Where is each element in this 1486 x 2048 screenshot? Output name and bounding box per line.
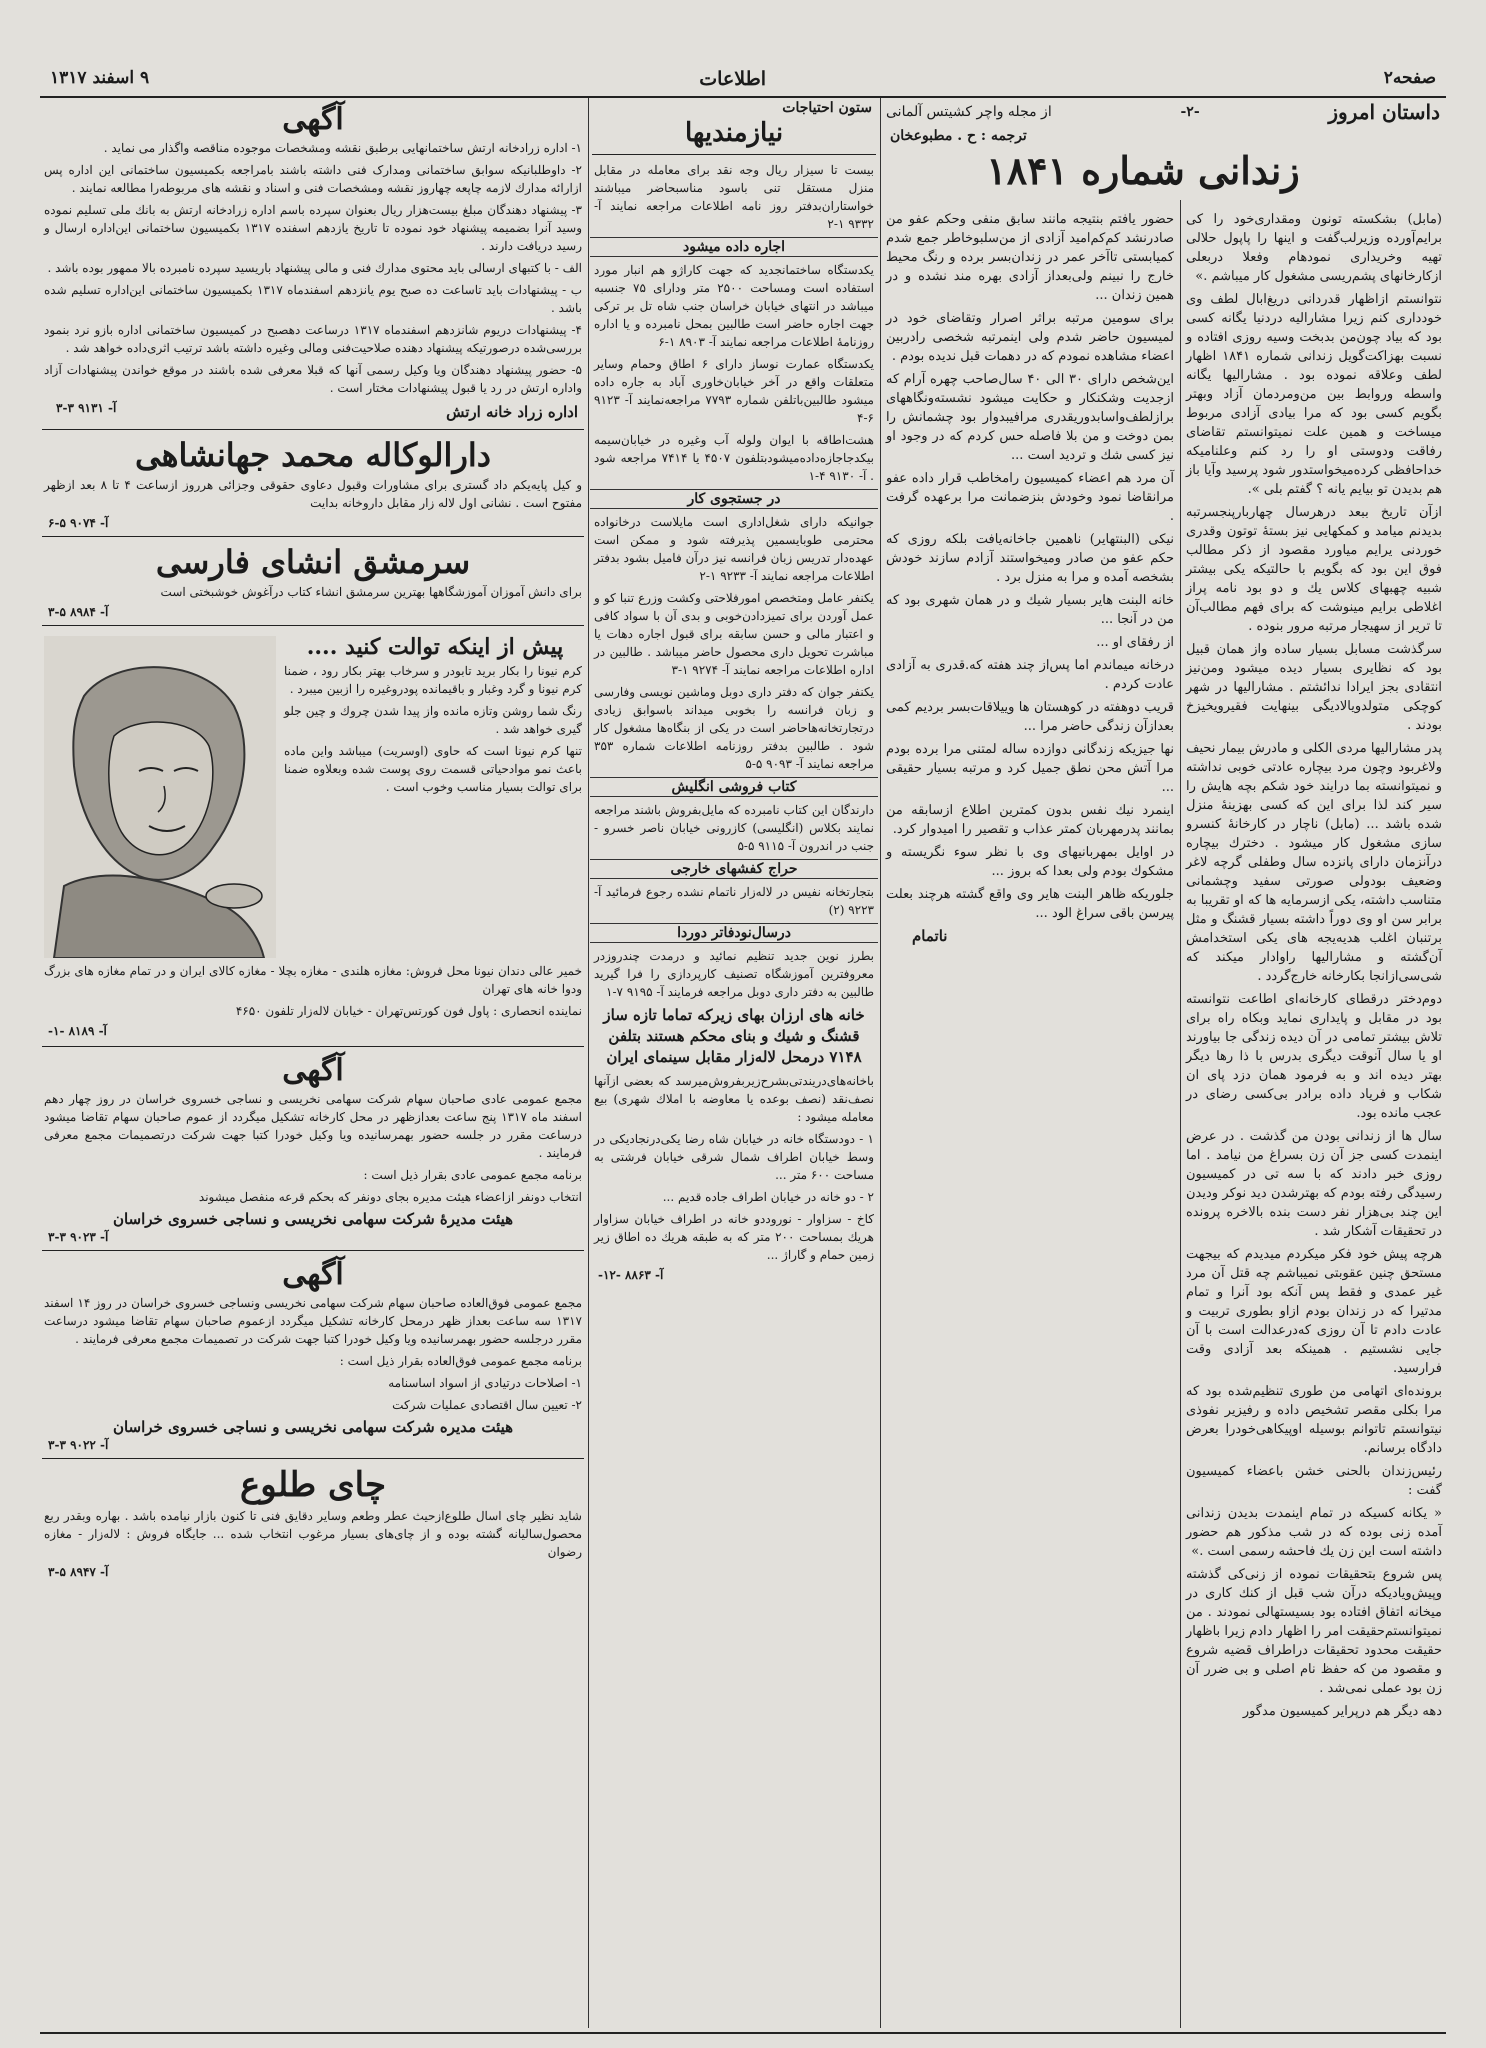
story-paragraph: درخانه میماندم اما پس‌از چند هفته که.قدری به آزادی عادت کردم .: [886, 658, 1174, 692]
classified-subhead: درسال‌نودفاتر دوردا: [590, 923, 878, 943]
classified-ad: هشت‌اطاقه با ایوان ولوله آب وغیره در خیابان‌سیمه بیکدجاجازه‌داده‌میشودبتلفون ۴۵۰۷ یا ۷۴۱۴ مراجعه شود . آ- ۹۱۳۰ ۴-۱: [594, 433, 875, 483]
story-column-1: [1182, 210, 1446, 2030]
divider: [42, 1458, 584, 1459]
classified-ad: دارندگان این کتاب نامبرده که مایل‌بفروش باشند مراجعه نمایند بکلاس (انگلیسی) کازرونی خیابان ناصر خسرو - جنب در اندرون آ- ۹۱۱۵ ۵-۵: [594, 803, 874, 853]
divider: [42, 536, 584, 537]
story-paragraph: ازآن تاریخ ببعد درهرسال چهاربارپنجسرتبه بدیدنم میامد و کمکهایی نیز بستهٔ توتون وقدری خوردنی یرایم میاورد مقصود از ذکر مطالب فوق این بود که بگویم با حالتیکه یکی بیشتر شبیه چهبهای کلاس یك و دو بود نامه پراز اغلاطی برایم مینوشت که برای فهم مطالب‌آن تا تریر از سهیجار مرتبه مرور بنوده .: [1186, 505, 1442, 634]
tender-clause: ۵- حضور پیشنهاد دهندگان ویا وکیل رسمی آنها که قبلا معرفی شده باشند در موقع خواندن پیشنهادات آزاد واداره ارتش در رد یا قبول پیشنهادات مختار است .: [44, 363, 582, 395]
cream-ad-title: پیش از اینکه توالت کنید ....: [306, 634, 564, 660]
classified-ad: یکدستگاه ساختمانجدید که جهت کاراژو هم انبار مورد استفاده است ومساحت ۲۵۰۰ متر ودارای ۷۵ جنسبه میباشد در انتهای خیابان خراسان جنب شاه تل بر ترکی جهت اجاره حاضر است طالبین بمحل نامبرده و یا اداره روزنامهٔ اطلاعات مراجعه نمایند آ- ۸۹۰۳ ۱-۶: [594, 263, 874, 349]
story-ending: ناتمام: [912, 927, 948, 945]
cream-ad: [40, 632, 586, 1040]
ad-title: آگهی: [282, 102, 344, 137]
ad-title: آگهی: [282, 1053, 344, 1088]
board-signature: هیئت مدیرهٔ شرکت سهامی نخریسی و نساجی خسروی خراسان: [112, 1210, 514, 1228]
meeting-notice: ۲- تعیین سال اقتصادی عملیات شرکت: [392, 1398, 582, 1412]
house-sale-headline: خانه های ارزان بهای زیرکه تماما تازه ساز قشنگ و شیك و بنای محکم هستند بتلفن ۷۱۴۸ درمحل لاله‌زار مقابل سینمای ایران: [603, 1006, 865, 1066]
board-signature: هیئت مدیره شرکت سهامی نخریسی و نساجی خسروی خراسان: [112, 1418, 514, 1436]
classified-ad: بتجارتخانه نفیس در لاله‌زار ناتمام نشده رجوع فرمائید آ- ۹۲۲۳ (۲): [594, 885, 874, 917]
ad-reference: آ- ۸۹۸۴ ۵-۳: [48, 605, 109, 619]
story-paragraph: هرچه پیش خود فکر میکردم میدیدم که بیجهت مستحق چنین عقوبتی نمیباشم چه قتل آن مرد غیر عمدی و فقط پس آنکه بود آنرا و تمام مدتیرا که در زندان بودم ازاو بطوری تربیت و عادت دادم تا آن روزی که‌درعدالت است با آن جایی نشستیم . همینکه بعد آزادی وقت فرارسید.: [1186, 1247, 1442, 1376]
story-paragraph: در اوایل بمهربانیهای وی با نظر سوء نگریسته و مشکوك بودم ولی بعدا که بروز ...: [886, 845, 1174, 879]
classified-ad: یکنفر جوان که دفتر داری دوبل وماشین نویسی وفارسی و زبان فرانسه را بخوبی میداند باسوابق زیادی درتجارتخانه‌هاحاضر است در یکی از بنگاه‌ها مشغول کار شود . طالبین بدفتر روزنامه اطلاعات شماره ۳۵۳ مراجعه نمایند آ- ۹۰۹۳ ۵-۵: [594, 685, 874, 771]
divider: [42, 1046, 584, 1047]
cream-ad-text: تنها کرم نیونا است که حاوی (اوسریت) میباشد واین ماده باعث نمو موادحیاتی قسمت روی پوست شده وبعلاوه ضمنا برای توالت بسیار مناسب وخوب است .: [284, 744, 582, 794]
meeting-notice: ۱- اصلاحات درتیادی از اسواد اساسنامه: [388, 1376, 582, 1390]
story-paragraph: سال ها از زندانی بودن من گذشت . در عرض اینمدت کسی جز آن زن بسراغ من نیامد . اما روزی خبر دادند که با سه تی در کمیسیون رسیدگی رفته بودم که بهترشدن دید نوکر ودیدن این چند بی‌هزار نفر دست بنده بالاخره پرونده در تحقیقات آشکار شد .: [1186, 1129, 1442, 1239]
cream-ad-text: رنگ شما روشن وتازه مانده واز پیدا شدن چروك و چین جلو گیری خواهد شد .: [284, 704, 582, 736]
meeting-notice: مجمع عمومی فوق‌العاده صاحبان سهام شرکت سهامی نخریسی ونساجی خسروی خراسان در روز ۱۴ اسفند ۱۳۱۷ سه ساعت بعداز ظهر درمحل کارخانه تشکیل میگردد ازعموم صاحبان سهام تقاضا میشود درساعت مقرر درجلسه حضور بهمرسانیده ویا وکیل خودرا کتبا جهت شرکت در تصمیمات مجمع معرفی فرمایند .: [44, 1296, 583, 1346]
story-paragraph: « یکانه کسیکه در تمام اینمدت بدیدن زندانی آمده زنی بوده که در شب مذکور هم حضور داشته است این زن یك فاحشه رسمی است .»: [1186, 1506, 1442, 1559]
story-translator: ترجمه : ح . مطبوعخان: [890, 128, 1027, 144]
woman-portrait-illustration: [44, 636, 276, 958]
story-paragraph: (مابل) بشکسته تونون ومقداری‌خود را کی برایم‌آورده وزیرلب‌گفت و اینها را پاپول حلالی تهیه وخریداری نمودهام وفعلا دربعلی ازکارخانهای پشم‌ریسی مشغول کار میباشم .»: [1186, 212, 1442, 284]
story-paragraph: این‌شخص دارای ۳۰ الی ۴۰ سال‌صاحب چهره آرام که ازجدیت وشکنکار و حکایت میشود نشسته‌ونگاههای برازلطف‌واسابدوریقدری مرافیبدوار بود چشمانش را بمن دوخت و من بلا فاصله حس کردم که در وجود او نیز کسی شك و تردید است ...: [886, 372, 1174, 463]
ad-reference: آ- ۸۸۶۳ -۱۲-: [598, 1268, 664, 1282]
army-signature: اداره زراد خانه ارتش: [446, 403, 578, 421]
story-source: از مجله واچر کشیتس آلمانی: [886, 104, 1052, 120]
tender-clause: ۱- اداره زرادخانه ارتش ساختمانهایی برطبق نقشه ومشخصات موجوده مناقصه واگذار می نماید .: [103, 141, 582, 155]
footer-rule: [40, 2032, 1446, 2034]
header-rule: [40, 96, 1446, 98]
classified-ad: ۲ - دو خانه در خیابان اطراف جاده قدیم ...: [662, 1190, 874, 1204]
story-paragraph: برونده‌ای اتهامی من طوری تنظیم‌شده بود که مرا بکلی مقصر تشخیص داده و رفیزیر نفوذی نیتوانستم تاتوانم بوسیله اوپیکاهی‌خودرا بعرض دادگاه برسانم.: [1186, 1384, 1442, 1456]
meeting-notice: برنامه مجمع عمومی فوق‌العاده بقرار ذیل است :: [339, 1354, 582, 1368]
tea-ad-title: چای طلوع: [240, 1465, 386, 1505]
tender-clause: ۳- پیشنهاد دهندگان مبلغ بیست‌هزار ریال بعنوان سپرده باسم اداره زرادخانه ارتش به بانك ملی تسلیم نموده وسید آنرا بضمیمه پیشنهاد خود نموده تا تاریخ یازدهم اسفنده ۱۳۱۷ بکمیسیون ساختمانی این‌اداره ارسال و رسید دریافت دارند .: [44, 203, 582, 253]
cream-ad-text: نماینده انحصاری : پاول فون کورتس‌تهران - خیابان لاله‌زار تلفون ۴۶۵۰: [235, 1004, 582, 1018]
story-paragraph: دهه دیگر هم درپرایر کمیسیون مدگور: [1242, 1704, 1442, 1719]
law-office-text: و کیل پایه‌یکم داد گستری برای مشاورات وقبول دعاوی حقوقی وجزائی هرروز ازساعت ۴ تا ۸ بعد ازظهر مفتوح است . نشانی اول لاله زار مقابل داروخانه بدایت: [44, 478, 582, 510]
classified-ad: کاخ - سزاوار - نوروددو خانه در اطراف خیابان سزاوار هریك بمساحت ۲۰۰ متر که به طبقه هریك ده اطاق زیر زمین حمام و گاراژ ...: [594, 1212, 874, 1262]
story-paragraph: خانه البنت هایر بسیار شیك و در همان شهری بود که من در آنجا ...: [886, 593, 1174, 627]
meeting-notice: انتخاب دونفر ازاعضاء هیئت مدیره بجای دونفر که بحکم قرعه منفصل میشوند: [198, 1190, 582, 1204]
classified-ad: باخانه‌های‌دریندتی‌بشرح‌زیر‌بفروش‌میرسد که بعضی ازآنها نصف‌نقد (نصف بوعده یا معاوضه با املاك شهری) بیع معامله میشود :: [594, 1074, 874, 1124]
classified-ad: یکدستگاه عمارت نوساز دارای ۶ اطاق وحمام وسایر متعلقات واقع در آخر خیابان‌خاوری آباد به جاره داده میشود طالبین‌باتلفن شماره ۷۷۹۳ مراجعه‌نمایند آ- ۹۱۲۳ ۶-۴: [594, 357, 875, 425]
story-paragraph: برای سومین مرتبه براثر اصرار وتقاضای خود در لمیسیون حاضر شدم ولی اینمرتبه شخصی رادربین اعضاء مشاهده نمودم که در دهمات قبل ندیده بودم .: [886, 311, 1174, 364]
story-column-2: [882, 210, 1178, 2030]
ad-reference: آ- ۹۰۲۲ ۳-۳: [48, 1438, 109, 1452]
law-office-title: دارالوکاله محمد جهانشاهی: [134, 436, 492, 474]
ad-reference: آ- ۹۰۲۳ ۳-۳: [48, 1230, 109, 1244]
classified-ad: ۱ - دودستگاه خانه در خیابان شاه رضا یکی‌درنجادیکی در وسط خیابان اطراف شمال شرقی خیابان فرشتی به مساحت ۶۰۰ متر ...: [594, 1132, 874, 1182]
classified-subhead: حراج کفشهای خارجی: [590, 859, 878, 879]
story-paragraph: نتوانستم ازاظهار قدردانی دریغ‌ابال لطف وی خودداری کنم زیرا مشارالیه دردنیا یگانه کسی بود که بیاد چون‌من بدبخت وسیه روزی افتاده و نسبت بهزاکت‌گویل زندانی شماره ۱۸۴۱ اظهار لطف وعلاقه نموده بود . مشارالیها یگانه واسطه وروابط بین من‌ومردمان آزاد وبهتر بگویم کسی بود که مرا بیادی آزادی مربوط میساخت و همین علت نمیتوانستم تقاضای رفاقت ودوستی او را رد کنم وعلنامیکه خداحافظی کرده‌میخواستدور شود پرسید وآیا باز هم بدیدن تو بیایم یانه ؟ گفتم بلی ».: [1186, 292, 1442, 497]
tender-clause: ۴- پیشنهادات دریوم شانزدهم اسفندماه ۱۳۱۷ درساعت دهصبح در کمیسیون ساختمانی اداره بازو نرد بنمود بررسی‌شده درصورتیکه پیشنهاد دهنده صلاحیت‌فنی ومالی وغیره داشته باشد ترتیب اثری‌داده خواهد شد .: [44, 323, 582, 355]
cream-ad-text: کرم نیونا را بکار برید تابودر و سرخاب بهتر بکار رود ، ضمنا کرم نیونا و گرد وغبار و باقیمانده پودروغیره را ازبین میبرد .: [284, 664, 582, 696]
classified-subhead: کتاب فروشی انگلیش: [590, 777, 878, 797]
story-paragraph: اینمرد نیك نفس بدون کمترین اطلاع ازسابقه من بمانند پدرمهربان کمتر عذاب و تقصیر را امیدوار کرد.: [886, 803, 1174, 837]
column-divider: [1180, 200, 1181, 2028]
tender-clause: الف - با کتبهای ارسالی باید محتوی مدارك فنی و مالی پیشنهاد باریسید سپرده نامبرده بالا ممهور بوده باشد .: [47, 261, 582, 275]
needs-heading: نیازمندیها: [684, 118, 784, 148]
ad-reference: آ- ۹۰۷۴ ۵-۶: [48, 516, 109, 530]
classified-ad: بیست تا سیزار ریال وجه نقد برای معامله در مقابل منزل مستقل تنی باسود مناسبحاضر میباشند خواستاران‌بدفتر روز نامه اطلاعات مراجعه نمایند آ- ۹۳۳۲ ۱-۲: [594, 163, 874, 231]
ad-reference: آ- ۸۱۸۹ -۱-: [48, 1024, 107, 1038]
story-part: -۲-: [1180, 104, 1200, 120]
classified-subhead: در جستجوی کار: [590, 489, 878, 509]
story-paragraph: رئیس‌زندان بالحنی خشن باعضاء کمیسیون گفت :: [1186, 1464, 1442, 1498]
story-paragraph: سرگذشت مسابل بسیار ساده واز همان قبیل بود که نظایری بسیار دیده میشود ومن‌نیز انتقادی بجز ایرادا ندائشتم . مشارالیها در شهر کوچکی متولدویالادیگی بینهایت فقیرویخیزخ بودند .: [1186, 642, 1442, 733]
story-paragraph: قریب دوهفته در کوهستان ها وییلاقات‌بسر بردیم کمی بعدازآن زندگی حاضر مرا ...: [886, 700, 1174, 734]
story-paragraph: پدر مشارالیها مردی الکلی و مادرش بیمار نحیف ولاغربود وچون مرد بیچاره عادتی خوبی نداشته و نمیتوانسته بما درایند خود شکم بچه هایش را سیر کند لذا برای این که کسی بهزینهٔ منزل شده باشد ... (مابل) ناچار در کارخانهٔ کنسرو سازی مشغول کار میشود . دخترك بیچاره درآنزمان دارای پانزده سال وطفلی گرچه لاغر وضعیف بودولی صورتی سفید وچشمانی متناسب داشته، یکی ازسرمایه ها که او تقریبا به برابر سن او وی دوراً داشته بسیار قشنگ و مثل برتنبان اغلب هدیه‌یجه های یکی استخدامش آن‌گشته و مشارالیها راوادار میکند که شی‌سی‌ازانجا بکارخانه خارج‌گردد .: [1186, 741, 1442, 984]
divider: [592, 154, 876, 155]
section-title: داستان امروز: [1328, 100, 1440, 124]
tea-ad-text: شاید نظیر چای اسال طلوع‌ازحیث عطر وطعم وسایر دقایق فنی تا کنون بازار نیامده باشد . بهاره وبقدر ربع محصول‌سالیانه گشته بوده و از چای‌های بسیار مرغوب انتخاب شده ... جایگاه فروش : لاله‌زار - مغازه رضوان: [44, 1509, 582, 1559]
story-paragraph: نیکی (البنتهایر) ناهمین جاخانه‌یافت بلکه روزی که حکم عفو من صادر ومیخواستند آزادم سازند خودش بشخصه آمده و مرا به منزل برد .: [886, 532, 1174, 585]
tender-clause: ب - پیشنهادات باید تاساعت ده صبح یوم یانزدهم اسفندماه ۱۳۱۷ بکمیسیون ساختمانی این‌اداره تسلیم شده باشد .: [44, 283, 582, 315]
divider: [42, 429, 584, 430]
story-paragraph: جلوریکه ظاهر البنت هایر وی واقع گشته هرچند بعلت پیرسن باقی سراغ الود ...: [886, 887, 1174, 921]
ad-title: آگهی: [282, 1257, 344, 1292]
ad-reference: آ- ۸۹۴۷ ۵-۳: [48, 1565, 109, 1579]
story-paragraph: نها جیزیکه زندگانی دوازده ساله لمتنی مرا برده بودم مرا آتش محن نطق جمیل کرد و مرتبه بسیار حقیقی ...: [886, 742, 1174, 795]
needs-column: [590, 100, 878, 2030]
story-paragraph: از رفقای او ...: [1096, 635, 1174, 650]
meeting-notice: برنامه مجمع عمومی عادی بقرار ذیل است :: [363, 1168, 582, 1182]
story-paragraph: پس شروع بتحقیقات نموده از زنی‌کی گذشته وپیش‌ویادیکه درآن شب قبل از کنك کاری در میخانه اتفاق افتاده بود بسیستهالی نمودند . من نمیتوانستم‌حقیقت امر را اظهار دادم زیرا باظهار حقیقت محدود تحقیقات دراطراف قضیه شروع و مقصود من که حفظ نام اصلی و بی ضرر آن زن بود عملی نمی‌شد .: [1186, 1567, 1442, 1696]
ads-column: [40, 100, 586, 2030]
ad-reference: آ- ۹۱۳۱ ۳-۳: [56, 401, 117, 415]
story-title: زندانی شماره ۱۸۴۱: [986, 148, 1300, 193]
page-header: [40, 62, 1446, 96]
classified-ad: جوانیکه دارای شغل‌اداری است مایلاست درخانواده محترمی طوبایسمین پذیرفته شود و ممکن است عهده‌دار تدریس زبان فرانسه نیز درآن فامیل بشود بدفتر اطلاعات مراجعه نمایند آ- ۹۲۳۳ ۱-۲: [594, 515, 874, 583]
divider: [42, 625, 584, 626]
newspaper-name: اطلاعات: [699, 68, 766, 90]
needs-column-title: ستون احتیاجات: [782, 100, 872, 116]
page-number: صفحه۲: [1383, 68, 1436, 88]
book-ad-text: برای دانش آموزان آموزشگاهها بهترین سرمشق انشاء کتاب درآغوش خوشبختی است: [160, 585, 582, 599]
classified-ad: بطرز نوین جدید تنظیم نمائید و درمدت چندروزدر معروفترین آموزشگاه تصنیف کارپردازی را فرا گیرید طالبین به دفتر داری دوبل مراجعه فرمایند آ- ۹۱۹۵ ۷-۱: [594, 949, 874, 999]
classified-subhead: اجاره داده میشود: [590, 237, 878, 257]
book-ad-title: سرمشق انشای فارسی: [155, 543, 471, 581]
divider: [42, 1250, 584, 1251]
column-divider: [588, 98, 589, 2028]
meeting-notice: مجمع عمومی عادی صاحبان سهام شرکت سهامی نخریسی و نساجی خسروی خراسان در روز چهار دهم اسفند ماه ۱۳۱۷ پنج ساعت بعدازظهر در محل کارخانه تشکیل میگردد از عموم صاحبان سهام تقاضا میشود درساعت مقرر در جلسه حضور بهمرسانیده ویا وکیل خودرا کتبا جهت شرکت درتصمیمات مجمع معرفی فرمایند .: [44, 1092, 582, 1160]
story-header: [880, 100, 1446, 220]
story-paragraph: آن مرد هم اعضاء کمیسیون رامخاطب قرار داده عفو مرانقاضا نمود وخودش بنزضمانت مرا برعهده گرفت .: [886, 471, 1174, 524]
column-divider: [880, 98, 881, 2028]
story-paragraph: حضور یافتم بنتیجه مانند سابق منفی وحکم عفو من صادرنشد کم‌کم‌امید آزادی از من‌سلبوخاطر جمع شدم کمیابستی تاآخر عمر در زندان‌بسر برده و رنگ محیط خارج را نبینم ولی‌بعداز آزادی بهره مند نشده و در همین زندان ...: [886, 212, 1174, 303]
cream-ad-text: خمیر عالی دندان نیونا محل فروش: مغازه هلندی - مغازه بچلا - مغازه کالای ایران و در تمام مغازه های بزرگ ودوا خانه های تهران: [44, 964, 582, 996]
tender-clause: ۲- داوطلبانیکه سوابق ساختمانی ومدارک فنی داشته باشند بامراجعه بکمیسیون ساختمانی این اداره پس ازارائه مدارك لازمه چاپعه چهاروز نقشه ومشخصات فنی و اسناد و نقشه های مربوطه‌را مطالعه نمایند .: [44, 163, 582, 195]
issue-date: ۹ اسفند ۱۳۱۷: [50, 68, 150, 88]
classified-ad: یکنفر عامل ومتخصص امورفلاحتی وکشت وزرع تنبا کو و عمل آوردن برای تمیزدادن‌خوبی و بدی آن با سواد کافی و اعتبار مالی و حسن سابقه برای قبول اجاره دهات یا مباشرت تحویل داری محصول حاضر میباشد . طالبین در اداره اطلاعات مراجعه نمایند آ- ۹۲۷۴ ۱-۳: [594, 591, 874, 677]
story-paragraph: دوم‌دختر درقطای کارخانه‌ای اطاعت نتوانسته بود در مقابل و پایداری نماید وبکاه راه برای تلاش بیشتر تمامی در آن دیده زندگی جا بیاورند او یا سال آنوقت دیگری بدرس با ذا رها دیگر بهتر دیده اند و به فرمود همان دزد پای ان شکاب و فریاد داده برادر بی‌کسی رضای در عجب مانده بود.: [1186, 992, 1442, 1121]
